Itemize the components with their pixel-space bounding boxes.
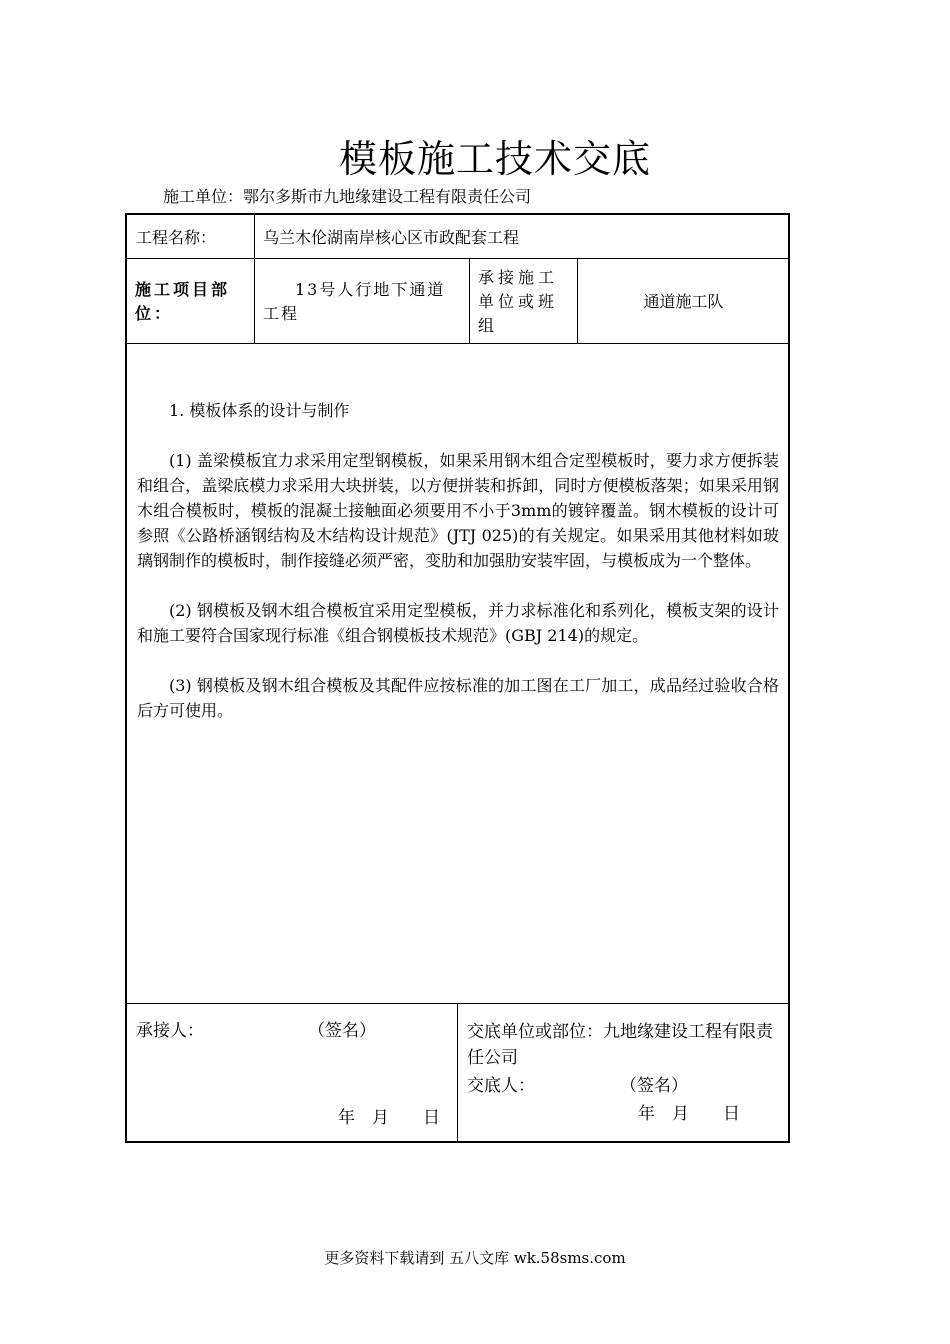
content-paragraph-1: (1) 盖梁模板宜力求采用定型钢模板，如果采用钢木组合定型模板时，要力求方便拆装和组合，盖梁底模力求采用大块拼装，以方便拼装和拆卸，同时方便模板落架；如果采用钢木组合模板时，模板的混凝土接触面必须要用不小于3mm的镀锌覆盖。钢木模板的设计可参照《公路桥涵钢结构及木结构设计规范》(JTJ 025)的有关规定。如果采用其他材料如玻璃钢制作的模板时，制作接缝必须严密，变肋和加强肋安装牢固，与模板成为一个整体。 xyxy=(137,451,779,570)
receiver-team-value: 通道施工队 xyxy=(643,292,724,311)
issuer-label: 交底人： xyxy=(467,1076,535,1096)
issuer-unit: 交底单位或部位：九地缘建设工程有限责任公司 xyxy=(467,1022,773,1068)
receiver-label: 承接人： xyxy=(136,1021,204,1041)
row-divider-2 xyxy=(126,343,789,344)
project-name-label: 工程名称： xyxy=(136,228,217,247)
content-paragraph-3: (3) 钢模板及钢木组合模板及其配件应按标准的加工图在工厂加工，成品经过验收合格后方可使用。 xyxy=(137,676,779,720)
content-heading: 1. 模板体系的设计与制作 xyxy=(169,401,350,420)
footer-download-link[interactable]: 更多资料下载请到 五八文库 wk.58sms.com xyxy=(324,1249,626,1267)
issuer-sign: （签名） xyxy=(620,1076,688,1096)
construction-unit: 施工单位：鄂尔多斯市九地缘建设工程有限责任公司 xyxy=(163,187,532,206)
project-part-value: 13号人行地下通道工程 xyxy=(263,280,446,323)
project-part-label: 施工项目部位： xyxy=(135,280,231,323)
project-name-value: 乌兰木伦湖南岸核心区市政配套工程 xyxy=(263,228,520,247)
content-paragraph-2: (2) 钢模板及钢木组合模板宜采用定型模板，并力求标准化和系列化，模板支架的设计和施工要符合国家现行标准《组合钢模板技术规范》(GBJ 214)的规定。 xyxy=(137,601,779,645)
receiver-date: 年 月 日 xyxy=(338,1108,440,1128)
receiver-sign: （签名） xyxy=(308,1021,376,1041)
col-divider-4 xyxy=(457,1004,458,1142)
document-title: 模板施工技术交底 xyxy=(338,137,651,181)
content-body xyxy=(137,398,779,723)
receiver-team-label: 承接施工单位或班组 xyxy=(478,268,559,335)
col-divider-1 xyxy=(254,214,255,343)
col-divider-2 xyxy=(469,259,470,343)
issuer-date: 年 月 日 xyxy=(638,1104,740,1124)
row-divider-1 xyxy=(126,258,789,259)
